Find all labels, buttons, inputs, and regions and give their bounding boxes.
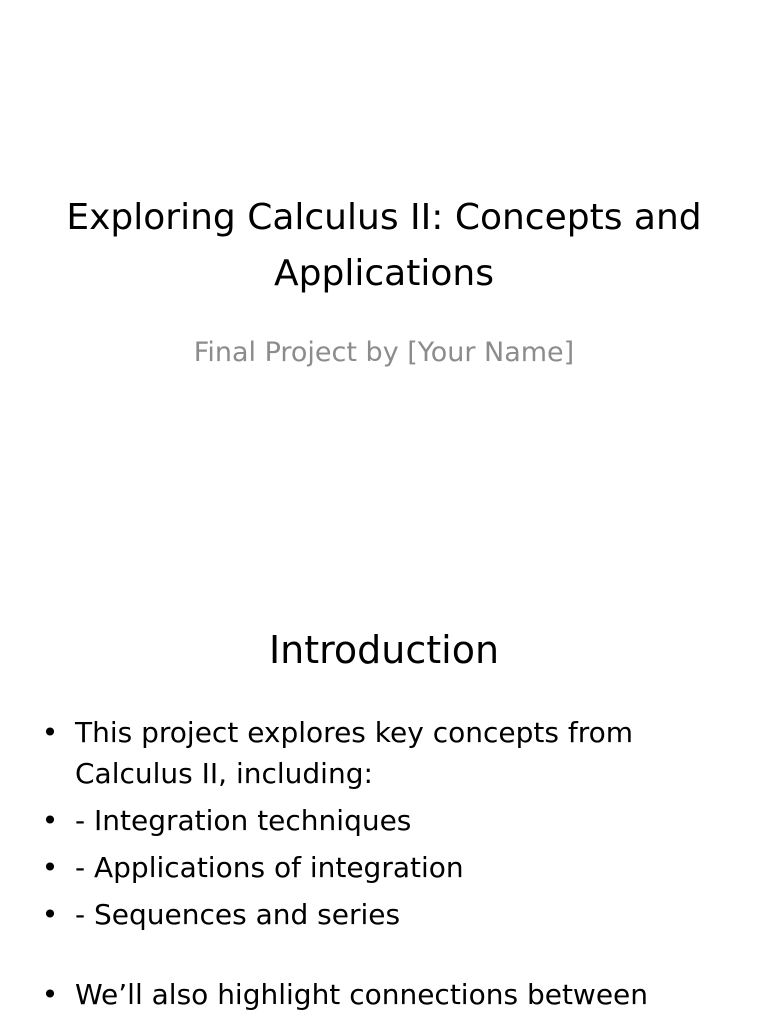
bullet-icon: • — [41, 898, 59, 931]
bullet-icon: • — [41, 851, 59, 884]
bullet-item — [40, 974, 680, 1015]
bullet-text: - Applications of integration — [75, 851, 464, 884]
bullet-icon: • — [41, 716, 59, 749]
bullet-item — [40, 800, 680, 841]
bullet-text: - Sequences and series — [75, 898, 401, 931]
bullet-item — [40, 847, 680, 888]
bullet-text: We’ll also highlight connections between — [75, 978, 649, 1011]
introduction-heading: Introduction — [268, 628, 500, 672]
bullet-item — [40, 712, 680, 794]
bullet-text: This project explores key concepts from Calculus II, including: — [75, 716, 634, 790]
slide-subtitle: Final Project by [Your Name] — [193, 337, 575, 368]
bullet-text: - Integration techniques — [75, 804, 412, 837]
introduction-slide — [0, 576, 768, 1024]
bullet-list — [40, 712, 680, 1021]
bullet-item — [40, 894, 680, 935]
slide-title: Exploring Calculus II: Concepts and Applications — [66, 197, 702, 294]
bullet-icon: • — [41, 978, 59, 1011]
bullet-icon: • — [41, 804, 59, 837]
